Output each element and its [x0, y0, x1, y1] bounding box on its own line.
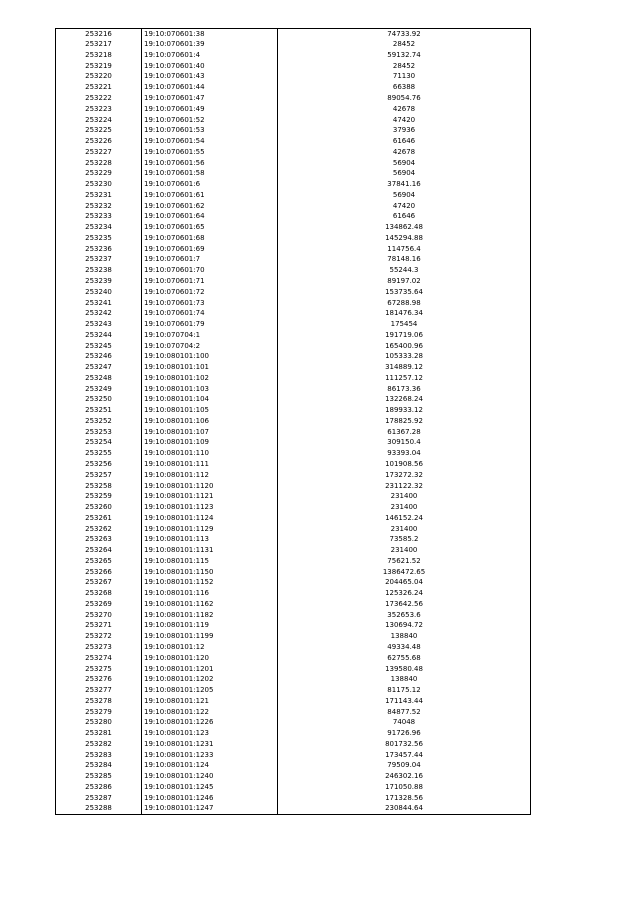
row-id-cell: 253278 [56, 696, 142, 707]
amount-cell: 111257.12 [278, 373, 531, 384]
row-id-cell: 253273 [56, 642, 142, 653]
cadastral-number-cell: 19:10:080101:1182 [142, 610, 278, 621]
cadastral-number-cell: 19:10:070601:55 [142, 147, 278, 158]
row-id-cell: 253287 [56, 793, 142, 804]
row-id-cell: 253257 [56, 470, 142, 481]
cadastral-number-cell: 19:10:080101:1202 [142, 674, 278, 685]
cadastral-number-cell: 19:10:080101:119 [142, 621, 278, 632]
table-row [56, 696, 531, 707]
table-row [56, 265, 531, 276]
table-row [56, 642, 531, 653]
cadastral-number-cell: 19:10:070601:69 [142, 244, 278, 255]
table-row [56, 244, 531, 255]
row-id-cell: 253282 [56, 739, 142, 750]
amount-cell: 352653.6 [278, 610, 531, 621]
amount-cell: 138840 [278, 674, 531, 685]
cadastral-number-cell: 19:10:070601:73 [142, 298, 278, 309]
cadastral-number-cell: 19:10:080101:1131 [142, 545, 278, 556]
row-id-cell: 253267 [56, 578, 142, 589]
amount-cell: 49334.48 [278, 642, 531, 653]
cadastral-number-cell: 19:10:080101:1121 [142, 491, 278, 502]
table-row [56, 212, 531, 223]
row-id-cell: 253242 [56, 308, 142, 319]
cadastral-number-cell: 19:10:070601:79 [142, 319, 278, 330]
row-id-cell: 253259 [56, 491, 142, 502]
row-id-cell: 253280 [56, 718, 142, 729]
cadastral-number-cell: 19:10:080101:107 [142, 427, 278, 438]
table-row [56, 39, 531, 50]
amount-cell: 71130 [278, 72, 531, 83]
table-row [56, 384, 531, 395]
cadastral-number-cell: 19:10:080101:1150 [142, 567, 278, 578]
amount-cell: 231400 [278, 502, 531, 513]
table-row [56, 804, 531, 815]
cadastral-number-cell: 19:10:080101:1240 [142, 771, 278, 782]
table-row [56, 782, 531, 793]
table-body [56, 29, 531, 815]
row-id-cell: 253223 [56, 104, 142, 115]
row-id-cell: 253247 [56, 362, 142, 373]
row-id-cell: 253220 [56, 72, 142, 83]
amount-cell: 171050.88 [278, 782, 531, 793]
amount-cell: 231122.32 [278, 481, 531, 492]
amount-cell: 204465.04 [278, 578, 531, 589]
table-row [56, 158, 531, 169]
amount-cell: 125326.24 [278, 588, 531, 599]
cadastral-number-cell: 19:10:080101:1123 [142, 502, 278, 513]
amount-cell: 89054.76 [278, 93, 531, 104]
cadastral-number-cell: 19:10:080101:1124 [142, 513, 278, 524]
cadastral-number-cell: 19:10:080101:122 [142, 707, 278, 718]
cadastral-number-cell: 19:10:080101:1205 [142, 685, 278, 696]
table-row [56, 147, 531, 158]
row-id-cell: 253237 [56, 255, 142, 266]
row-id-cell: 253246 [56, 351, 142, 362]
table-row [56, 427, 531, 438]
amount-cell: 37936 [278, 125, 531, 136]
amount-cell: 59132.74 [278, 50, 531, 61]
row-id-cell: 253240 [56, 287, 142, 298]
amount-cell: 181476.34 [278, 308, 531, 319]
cadastral-number-cell: 19:10:070601:44 [142, 82, 278, 93]
amount-cell: 231400 [278, 524, 531, 535]
table-row [56, 524, 531, 535]
cadastral-number-cell: 19:10:080101:1201 [142, 664, 278, 675]
cadastral-number-cell: 19:10:080101:124 [142, 761, 278, 772]
row-id-cell: 253254 [56, 438, 142, 449]
amount-cell: 66388 [278, 82, 531, 93]
table-row [56, 201, 531, 212]
amount-cell: 132268.24 [278, 395, 531, 406]
cadastral-number-cell: 19:10:070601:6 [142, 179, 278, 190]
amount-cell: 309150.4 [278, 438, 531, 449]
cadastral-number-cell: 19:10:070601:64 [142, 212, 278, 223]
table-row [56, 621, 531, 632]
cadastral-number-cell: 19:10:080101:1246 [142, 793, 278, 804]
row-id-cell: 253216 [56, 29, 142, 40]
amount-cell: 42678 [278, 147, 531, 158]
row-id-cell: 253274 [56, 653, 142, 664]
table-row [56, 567, 531, 578]
row-id-cell: 253268 [56, 588, 142, 599]
cadastral-number-cell: 19:10:080101:121 [142, 696, 278, 707]
table-row [56, 534, 531, 545]
row-id-cell: 253256 [56, 459, 142, 470]
row-id-cell: 253263 [56, 534, 142, 545]
amount-cell: 231400 [278, 545, 531, 556]
row-id-cell: 253279 [56, 707, 142, 718]
cadastral-number-cell: 19:10:080101:1120 [142, 481, 278, 492]
table-row [56, 373, 531, 384]
row-id-cell: 253221 [56, 82, 142, 93]
amount-cell: 78148.16 [278, 255, 531, 266]
table-row [56, 718, 531, 729]
amount-cell: 105333.28 [278, 351, 531, 362]
amount-cell: 47420 [278, 201, 531, 212]
row-id-cell: 253262 [56, 524, 142, 535]
amount-cell: 42678 [278, 104, 531, 115]
row-id-cell: 253230 [56, 179, 142, 190]
table-row [56, 459, 531, 470]
row-id-cell: 253269 [56, 599, 142, 610]
amount-cell: 314889.12 [278, 362, 531, 373]
cadastral-number-cell: 19:10:070601:38 [142, 29, 278, 40]
amount-cell: 173272.32 [278, 470, 531, 481]
cadastral-number-cell: 19:10:070601:7 [142, 255, 278, 266]
table-row [56, 319, 531, 330]
table-row [56, 685, 531, 696]
row-id-cell: 253286 [56, 782, 142, 793]
table-row [56, 448, 531, 459]
amount-cell: 89197.02 [278, 276, 531, 287]
row-id-cell: 253245 [56, 341, 142, 352]
table-row [56, 82, 531, 93]
amount-cell: 81175.12 [278, 685, 531, 696]
table-row [56, 255, 531, 266]
cadastral-number-cell: 19:10:070601:39 [142, 39, 278, 50]
amount-cell: 145294.88 [278, 233, 531, 244]
table-row [56, 578, 531, 589]
amount-cell: 171143.44 [278, 696, 531, 707]
cadastral-number-cell: 19:10:070601:68 [142, 233, 278, 244]
row-id-cell: 253250 [56, 395, 142, 406]
cadastral-number-cell: 19:10:080101:109 [142, 438, 278, 449]
row-id-cell: 253233 [56, 212, 142, 223]
cadastral-number-cell: 19:10:080101:111 [142, 459, 278, 470]
table-row [56, 298, 531, 309]
table-row [56, 556, 531, 567]
amount-cell: 230844.64 [278, 804, 531, 815]
cadastral-number-cell: 19:10:070601:61 [142, 190, 278, 201]
row-id-cell: 253239 [56, 276, 142, 287]
row-id-cell: 253276 [56, 674, 142, 685]
row-id-cell: 253270 [56, 610, 142, 621]
row-id-cell: 253284 [56, 761, 142, 772]
amount-cell: 86173.36 [278, 384, 531, 395]
cadastral-number-cell: 19:10:070601:43 [142, 72, 278, 83]
cadastral-number-cell: 19:10:080101:1231 [142, 739, 278, 750]
cadastral-number-cell: 19:10:070601:72 [142, 287, 278, 298]
table-row [56, 470, 531, 481]
row-id-cell: 253234 [56, 222, 142, 233]
amount-cell: 47420 [278, 115, 531, 126]
row-id-cell: 253217 [56, 39, 142, 50]
row-id-cell: 253272 [56, 631, 142, 642]
row-id-cell: 253271 [56, 621, 142, 632]
table-row [56, 674, 531, 685]
row-id-cell: 253227 [56, 147, 142, 158]
row-id-cell: 253225 [56, 125, 142, 136]
row-id-cell: 253285 [56, 771, 142, 782]
cadastral-number-cell: 19:10:070704:1 [142, 330, 278, 341]
table-row [56, 771, 531, 782]
table-row [56, 330, 531, 341]
amount-cell: 138840 [278, 631, 531, 642]
cadastral-number-cell: 19:10:080101:12 [142, 642, 278, 653]
amount-cell: 165400.96 [278, 341, 531, 352]
cadastral-number-cell: 19:10:080101:1245 [142, 782, 278, 793]
table-row [56, 190, 531, 201]
amount-cell: 134862.48 [278, 222, 531, 233]
table-row [56, 610, 531, 621]
row-id-cell: 253222 [56, 93, 142, 104]
amount-cell: 1386472.65 [278, 567, 531, 578]
amount-cell: 231400 [278, 491, 531, 502]
cadastral-number-cell: 19:10:080101:1129 [142, 524, 278, 535]
cadastral-number-cell: 19:10:070601:40 [142, 61, 278, 72]
table-row [56, 513, 531, 524]
row-id-cell: 253226 [56, 136, 142, 147]
amount-cell: 146152.24 [278, 513, 531, 524]
row-id-cell: 253253 [56, 427, 142, 438]
cadastral-number-cell: 19:10:080101:1199 [142, 631, 278, 642]
table-row [56, 104, 531, 115]
table-row [56, 276, 531, 287]
cadastral-number-cell: 19:10:080101:1162 [142, 599, 278, 610]
table-row [56, 72, 531, 83]
cadastral-number-cell: 19:10:070704:2 [142, 341, 278, 352]
cadastral-number-cell: 19:10:080101:1152 [142, 578, 278, 589]
amount-cell: 173457.44 [278, 750, 531, 761]
row-id-cell: 253255 [56, 448, 142, 459]
table-row [56, 664, 531, 675]
row-id-cell: 253277 [56, 685, 142, 696]
cadastral-number-cell: 19:10:080101:113 [142, 534, 278, 545]
table-row [56, 93, 531, 104]
cadastral-number-cell: 19:10:070601:49 [142, 104, 278, 115]
cadastral-number-cell: 19:10:080101:102 [142, 373, 278, 384]
amount-cell: 84877.52 [278, 707, 531, 718]
amount-cell: 28452 [278, 39, 531, 50]
table-row [56, 136, 531, 147]
row-id-cell: 253249 [56, 384, 142, 395]
cadastral-number-cell: 19:10:070601:54 [142, 136, 278, 147]
amount-cell: 74048 [278, 718, 531, 729]
row-id-cell: 253281 [56, 728, 142, 739]
row-id-cell: 253283 [56, 750, 142, 761]
table-row [56, 125, 531, 136]
cadastral-number-cell: 19:10:080101:120 [142, 653, 278, 664]
cadastral-number-cell: 19:10:070601:62 [142, 201, 278, 212]
table-row [56, 179, 531, 190]
row-id-cell: 253248 [56, 373, 142, 384]
cadastral-number-cell: 19:10:080101:100 [142, 351, 278, 362]
table-row [56, 233, 531, 244]
amount-cell: 130694.72 [278, 621, 531, 632]
cadastral-number-cell: 19:10:080101:103 [142, 384, 278, 395]
amount-cell: 175454 [278, 319, 531, 330]
amount-cell: 153735.64 [278, 287, 531, 298]
cadastral-number-cell: 19:10:070601:65 [142, 222, 278, 233]
amount-cell: 55244.3 [278, 265, 531, 276]
amount-cell: 93393.04 [278, 448, 531, 459]
row-id-cell: 253243 [56, 319, 142, 330]
table-row [56, 739, 531, 750]
amount-cell: 79509.04 [278, 761, 531, 772]
amount-cell: 62755.68 [278, 653, 531, 664]
table-row [56, 599, 531, 610]
table-row [56, 793, 531, 804]
table-row [56, 481, 531, 492]
row-id-cell: 253218 [56, 50, 142, 61]
row-id-cell: 253252 [56, 416, 142, 427]
amount-cell: 173642.56 [278, 599, 531, 610]
row-id-cell: 253244 [56, 330, 142, 341]
table-row [56, 308, 531, 319]
table-row [56, 395, 531, 406]
row-id-cell: 253261 [56, 513, 142, 524]
amount-cell: 67288.98 [278, 298, 531, 309]
row-id-cell: 253241 [56, 298, 142, 309]
amount-cell: 56904 [278, 158, 531, 169]
amount-cell: 56904 [278, 190, 531, 201]
row-id-cell: 253251 [56, 405, 142, 416]
amount-cell: 73585.2 [278, 534, 531, 545]
table-row [56, 287, 531, 298]
cadastral-number-cell: 19:10:080101:105 [142, 405, 278, 416]
cadastral-number-cell: 19:10:080101:1226 [142, 718, 278, 729]
cadastral-number-cell: 19:10:080101:115 [142, 556, 278, 567]
row-id-cell: 253258 [56, 481, 142, 492]
amount-cell: 178825.92 [278, 416, 531, 427]
table-row [56, 653, 531, 664]
table-row [56, 29, 531, 40]
table-row [56, 351, 531, 362]
amount-cell: 74733.92 [278, 29, 531, 40]
table-row [56, 362, 531, 373]
cadastral-number-cell: 19:10:070601:74 [142, 308, 278, 319]
amount-cell: 801732.56 [278, 739, 531, 750]
table-row [56, 491, 531, 502]
amount-cell: 101908.56 [278, 459, 531, 470]
row-id-cell: 253229 [56, 168, 142, 179]
cadastral-number-cell: 19:10:070601:52 [142, 115, 278, 126]
cadastral-number-cell: 19:10:070601:53 [142, 125, 278, 136]
table-row [56, 438, 531, 449]
data-table [55, 28, 531, 815]
cadastral-number-cell: 19:10:080101:123 [142, 728, 278, 739]
cadastral-number-cell: 19:10:070601:56 [142, 158, 278, 169]
table-row [56, 502, 531, 513]
row-id-cell: 253231 [56, 190, 142, 201]
amount-cell: 191719.06 [278, 330, 531, 341]
amount-cell: 91726.96 [278, 728, 531, 739]
row-id-cell: 253264 [56, 545, 142, 556]
table-row [56, 405, 531, 416]
amount-cell: 246302.16 [278, 771, 531, 782]
row-id-cell: 253232 [56, 201, 142, 212]
cadastral-number-cell: 19:10:070601:70 [142, 265, 278, 276]
amount-cell: 189933.12 [278, 405, 531, 416]
table-row [56, 222, 531, 233]
amount-cell: 171328.56 [278, 793, 531, 804]
cadastral-number-cell: 19:10:070601:58 [142, 168, 278, 179]
row-id-cell: 253236 [56, 244, 142, 255]
table-row [56, 707, 531, 718]
cadastral-number-cell: 19:10:080101:106 [142, 416, 278, 427]
amount-cell: 28452 [278, 61, 531, 72]
table-row [56, 631, 531, 642]
table-row [56, 341, 531, 352]
cadastral-number-cell: 19:10:080101:1247 [142, 804, 278, 815]
cadastral-number-cell: 19:10:080101:110 [142, 448, 278, 459]
row-id-cell: 253235 [56, 233, 142, 244]
cadastral-number-cell: 19:10:080101:116 [142, 588, 278, 599]
cadastral-number-cell: 19:10:070601:47 [142, 93, 278, 104]
row-id-cell: 253224 [56, 115, 142, 126]
row-id-cell: 253266 [56, 567, 142, 578]
table-row [56, 61, 531, 72]
row-id-cell: 253265 [56, 556, 142, 567]
amount-cell: 56904 [278, 168, 531, 179]
row-id-cell: 253260 [56, 502, 142, 513]
amount-cell: 75621.52 [278, 556, 531, 567]
table-row [56, 588, 531, 599]
table-row [56, 115, 531, 126]
table-row [56, 416, 531, 427]
cadastral-number-cell: 19:10:080101:101 [142, 362, 278, 373]
table-row [56, 50, 531, 61]
amount-cell: 139580.48 [278, 664, 531, 675]
row-id-cell: 253228 [56, 158, 142, 169]
row-id-cell: 253219 [56, 61, 142, 72]
cadastral-number-cell: 19:10:080101:112 [142, 470, 278, 481]
row-id-cell: 253288 [56, 804, 142, 815]
table-row [56, 750, 531, 761]
table-row [56, 168, 531, 179]
amount-cell: 61646 [278, 136, 531, 147]
table-row [56, 545, 531, 556]
amount-cell: 61367.28 [278, 427, 531, 438]
table-row [56, 761, 531, 772]
row-id-cell: 253275 [56, 664, 142, 675]
row-id-cell: 253238 [56, 265, 142, 276]
amount-cell: 114756.4 [278, 244, 531, 255]
cadastral-number-cell: 19:10:080101:104 [142, 395, 278, 406]
cadastral-number-cell: 19:10:080101:1233 [142, 750, 278, 761]
table-row [56, 728, 531, 739]
amount-cell: 37841.16 [278, 179, 531, 190]
amount-cell: 61646 [278, 212, 531, 223]
cadastral-number-cell: 19:10:070601:4 [142, 50, 278, 61]
cadastral-number-cell: 19:10:070601:71 [142, 276, 278, 287]
